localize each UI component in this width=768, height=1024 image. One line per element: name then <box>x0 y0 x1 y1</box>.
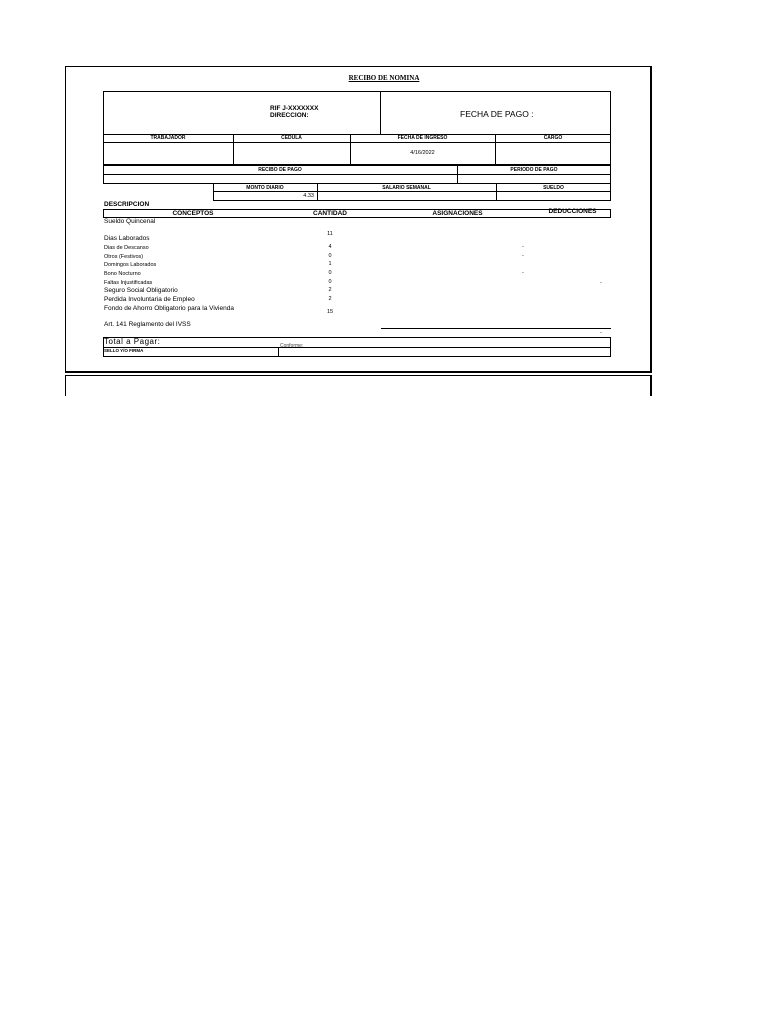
descripcion-label: DESCRIPCION <box>104 201 150 208</box>
sello-firma-label: SELLO Y/O FIRMA <box>104 348 144 353</box>
qty-seguro-social: 2 <box>328 287 332 293</box>
totals-line <box>381 328 611 329</box>
concept-perdida-involuntaria: Perdida Involuntaria de Empleo <box>104 296 195 303</box>
document-title: RECIBO DE NOMINA <box>348 74 420 82</box>
value-monto-diario: 4.33 <box>303 193 314 199</box>
header-cargo: CARGO <box>543 135 563 141</box>
column-cantidad: CANTIDAD <box>313 210 347 217</box>
qty-faltas: 0 <box>328 279 332 285</box>
concept-domingos: Domingos Laborados <box>104 262 157 268</box>
fecha-de-pago-label: FECHA DE PAGO : <box>460 109 534 119</box>
concept-bono-nocturno: Bono Nocturno <box>104 271 141 277</box>
qty-fondo-ahorro: 15 <box>326 309 334 315</box>
qty-perdida-involuntaria: 2 <box>328 296 332 302</box>
asig-dias-descanso: - <box>522 244 524 250</box>
column-asignaciones: ASIGNACIONES <box>432 210 483 217</box>
asig-otros-festivos: - <box>522 253 524 259</box>
header-salario-semanal: SALARIO SEMANAL <box>382 185 431 191</box>
concept-faltas: Faltas Injustificadas <box>104 280 153 286</box>
header-fecha-ingreso: FECHA DE INGRESO <box>397 135 448 141</box>
sueldo-quincenal: Sueldo Quincenal <box>104 218 156 225</box>
recibo-de-pago-label: RECIBO DE PAGO <box>258 167 302 173</box>
value-fecha-ingreso: 4/16/2022 <box>410 150 435 156</box>
ded-faltas: - <box>600 280 602 286</box>
qty-bono-nocturno: 0 <box>328 270 332 276</box>
next-receipt-frame <box>65 375 652 396</box>
header-trabajador: TRABAJADOR <box>150 135 186 141</box>
concept-dias-laborados: Dias Laborados <box>104 235 150 242</box>
company-rif: RIF J-XXXXXXX <box>270 105 319 112</box>
concept-art-141: Art. 141 Reglamento del IVSS <box>104 321 191 328</box>
total-a-pagar-label: Total a Pagar: <box>104 337 161 346</box>
company-info <box>270 105 318 119</box>
qty-dias-descanso: 4 <box>328 244 332 250</box>
header-sueldo: SUELDO <box>543 185 564 191</box>
conforme-label: Conforme: <box>280 343 304 349</box>
asig-bono-nocturno: - <box>522 270 524 276</box>
column-conceptos: CONCEPTOS <box>172 210 214 217</box>
company-direccion: DIRECCION: <box>270 112 309 119</box>
header-cedula: CEDULA <box>281 135 302 141</box>
qty-dias-laborados: 11 <box>327 231 333 237</box>
periodo-de-pago-label: PERIODO DE PAGO <box>510 167 558 173</box>
header-monto-diario: MONTO DIARIO <box>246 185 284 191</box>
qty-domingos: 1 <box>328 261 332 267</box>
concept-dias-descanso: Dias de Descanso <box>104 245 149 251</box>
total-dash: - <box>600 330 602 336</box>
company-box <box>103 91 611 135</box>
concept-otros-festivos: Otros (Festivos) <box>104 254 144 260</box>
qty-otros-festivos: 0 <box>328 253 332 259</box>
concept-fondo-ahorro: Fondo de Ahorro Obligatorio para la Vivienda <box>104 305 234 312</box>
concept-seguro-social: Seguro Social Obligatorio <box>104 287 178 294</box>
column-deducciones: DEDUCCIONES <box>548 208 597 215</box>
